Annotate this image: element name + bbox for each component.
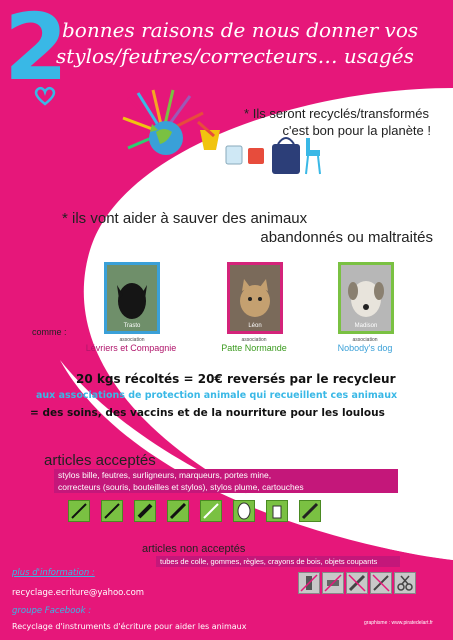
reason-1-text: Ils seront recyclés/transformés [252,106,429,121]
info-email[interactable]: recyclage.ecriture@yahoo.com [12,588,145,598]
info-label: plus d'information : [12,568,95,578]
summary-line-1: 20 kgs récoltés = 20€ reversés par le recycleur [76,372,396,386]
not-accepted-title: articles non acceptés [142,543,246,555]
cat-photo-icon [230,265,280,331]
pencil-icon [370,572,392,594]
heart-icon [34,86,56,106]
cup-icon [248,148,264,164]
title-line-2: stylos/feutres/correcteurs… usagés [56,44,414,68]
association-name-3: Nobody's dog [337,343,393,353]
association-photo-1 [104,262,160,334]
bullet-star-icon: * [62,210,73,227]
accepted-title: articles acceptés [44,452,156,469]
photo-caption: Léon [248,323,262,329]
correction-bottle-icon [266,500,288,522]
association-photo-2 [227,262,283,334]
association-name-1: Lévriers et Compagnie [85,343,177,353]
chair-icon [306,138,320,174]
reason-2-line-1 [62,210,307,227]
big-number: 2 [4,0,69,101]
association-name-2: Patte Normande [221,343,287,353]
reason-1-line-1 [244,106,429,121]
scissors-icon [394,572,416,594]
not-accepted-line-1: tubes de colle, gommes, règles, crayons de bois, objets coupants [156,556,400,567]
glue-stick-icon [298,572,320,594]
bucket-icon [198,122,220,150]
accepted-line-2: correcteurs (souris, bouteilles et stylos), stylos plume, cartouches [54,481,398,493]
marker-icon [134,500,156,522]
photo-caption: Trasto [123,323,141,329]
fountain-pen-icon [299,500,321,522]
bag-icon [272,138,300,174]
not-accepted-icons-row [298,572,438,596]
association-photo-3 [338,262,394,334]
accepted-line-1: stylos bille, feutres, surligneurs, marqueurs, portes mine, [54,469,398,481]
pen-icon [101,500,123,522]
bullet-star-icon: * [244,106,253,121]
pen-icon [68,500,90,522]
summary-line-2: aux associations de protection animale qui recueillent ces animaux [36,390,398,401]
title-line-1: bonnes raisons de nous donner vos [62,18,419,42]
association-small-label: association [119,337,145,343]
eraser-icon [322,572,344,594]
facebook-label: groupe Facebook : [12,606,92,616]
facebook-group-name[interactable]: Recyclage d'instruments d'écriture pour aider les animaux [12,622,247,631]
credit-text: graphisme : www.piratedelart.fr [364,620,433,626]
correction-mouse-icon [233,500,255,522]
summary-line-3: = des soins, des vaccins et de la nourriture pour les loulous [30,407,385,419]
comme-label: comme : [32,327,67,337]
dog-photo-icon [107,265,157,331]
pen-icon [200,500,222,522]
mug-icon [226,146,242,164]
reason-2-text: ils vont aider à sauver des animaux [72,210,308,227]
pen-icon [167,500,189,522]
ruler-icon [346,572,368,594]
reason-1-line-2: c'est bon pour la planète ! [282,123,431,138]
association-small-label: association [352,337,378,343]
association-small-label: association [241,337,267,343]
photo-caption: Madison [354,323,378,329]
accepted-icons-row [68,498,328,526]
dog-photo-icon [341,265,391,331]
reason-2-line-2: abandonnés ou maltraités [260,229,433,246]
